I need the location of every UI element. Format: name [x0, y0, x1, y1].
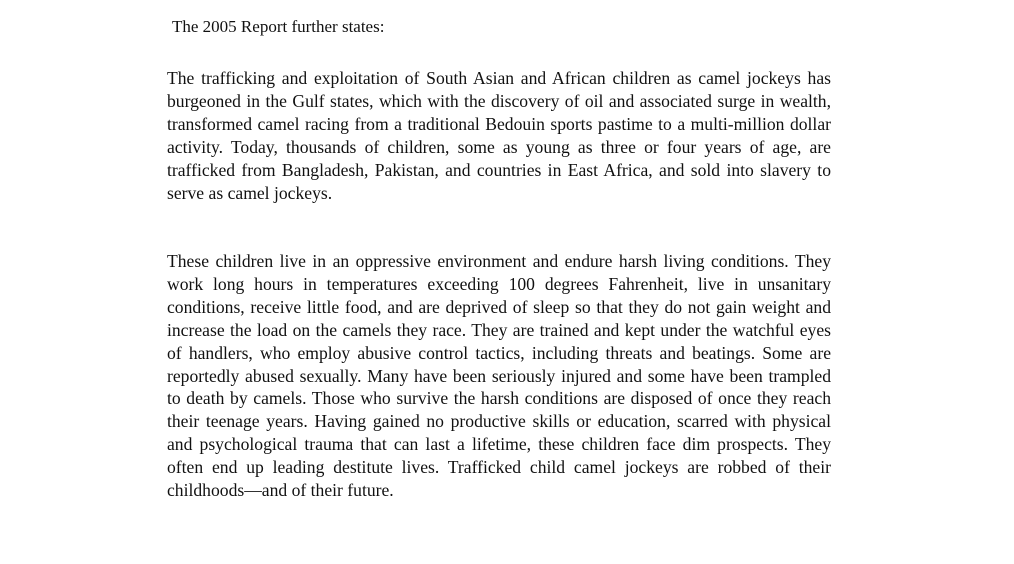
quoted-paragraph-2: These children live in an oppressive environment and endure harsh living conditions. They work long hours in temperatures exceeding 100 degrees Fahrenheit, live in unsanitary conditions, receive little food, and are deprived of sleep so that they do not gain weight and increase the load on the camels they race. They are trained and kept under the watchful eyes of handlers, who employ abusive control tactics, including threats and beatings. Some are reportedly abused sexually. Many have been seriously injured and some have been trampled to death by camels. Those who survive the harsh conditions are disposed of once they reach their teenage years. Having gained no productive skills or education, scarred with physical and psychological trauma that can last a lifetime, these children face dim prospects. They often end up leading destitute lives. Trafficked child camel jockeys are robbed of their childhoods—and of their future. [167, 251, 831, 501]
intro-line: The 2005 Report further states: [172, 17, 385, 36]
quoted-paragraph-1: The trafficking and exploitation of South Asian and African children as camel jockeys has burgeoned in the Gulf states, which with the discovery of oil and associated surge in wealth, transformed camel racing from a traditional Bedouin sports pastime to a multi-million dollar activity. Today, thousands of children, some as young as three or four years of age, are trafficked from Bangladesh, Pakistan, and countries in East Africa, and sold into slavery to serve as camel jockeys. [167, 68, 831, 203]
